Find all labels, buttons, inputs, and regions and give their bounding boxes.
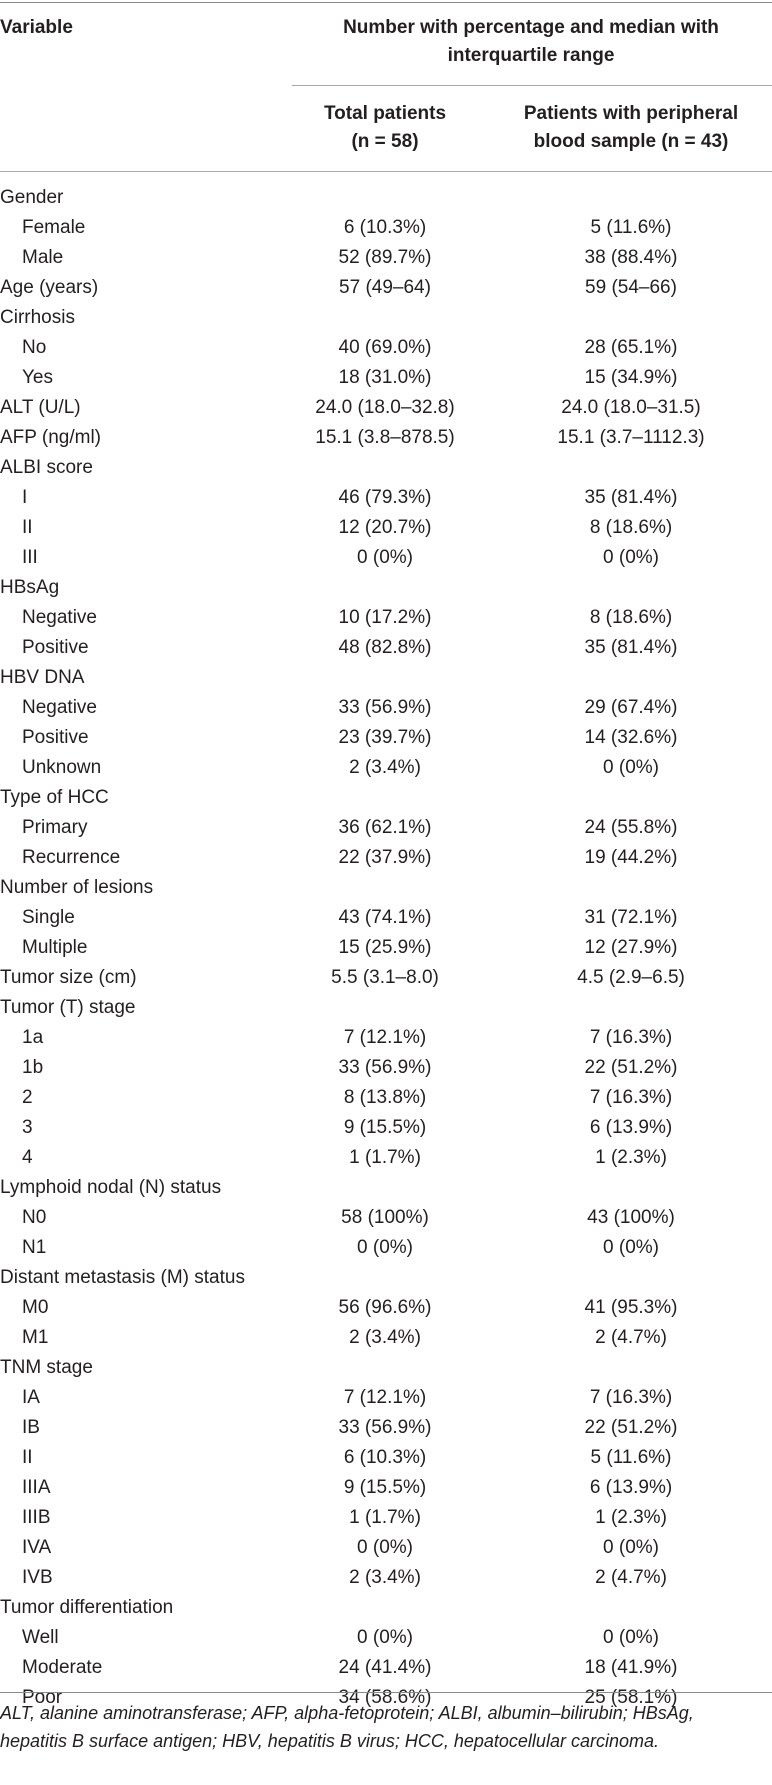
peripheral-blood-cell: 0 (0%) <box>603 1237 659 1258</box>
peripheral-blood-cell: 14 (32.6%) <box>584 727 678 748</box>
table-row <box>0 603 772 633</box>
total-patients-cell: 0 (0%) <box>357 547 413 568</box>
header-group-line2: interquartile range <box>447 45 615 66</box>
peripheral-blood-cell: 2 (4.7%) <box>595 1327 667 1348</box>
total-patients-cell: 1 (1.7%) <box>349 1507 421 1528</box>
table-row <box>0 1203 772 1233</box>
table-row <box>0 1623 772 1653</box>
table-body <box>0 183 772 1713</box>
table-row <box>0 483 772 513</box>
total-patients-cell: 9 (15.5%) <box>343 1477 427 1498</box>
peripheral-blood-cell: 43 (100%) <box>587 1207 675 1228</box>
table-row <box>0 1053 772 1083</box>
table-row <box>0 753 772 783</box>
header-group-line1: Number with percentage and median with <box>343 17 719 38</box>
table-row <box>0 693 772 723</box>
table-row <box>0 1323 772 1353</box>
table-row <box>0 933 772 963</box>
total-patients-cell: 6 (10.3%) <box>343 217 427 238</box>
peripheral-blood-cell: 35 (81.4%) <box>584 487 678 508</box>
table-row <box>0 1533 772 1563</box>
row-label: Multiple <box>22 937 88 958</box>
header-variable: Variable <box>0 17 73 38</box>
peripheral-blood-cell: 1 (2.3%) <box>595 1147 667 1168</box>
row-label: 2 <box>22 1087 33 1108</box>
peripheral-blood-cell: 25 (58.1%) <box>584 1687 678 1708</box>
total-patients-cell: 18 (31.0%) <box>338 367 432 388</box>
peripheral-blood-cell: 5 (11.6%) <box>590 217 672 238</box>
table-category-row <box>0 783 772 813</box>
total-patients-cell: 57 (49–64) <box>339 277 431 298</box>
table-category-row <box>0 183 772 213</box>
row-label: IB <box>22 1417 40 1438</box>
row-label: Tumor (T) stage <box>0 997 136 1018</box>
peripheral-blood-cell: 22 (51.2%) <box>584 1057 678 1078</box>
row-label: ALT (U/L) <box>0 397 81 418</box>
peripheral-blood-cell: 19 (44.2%) <box>584 847 678 868</box>
row-label: Tumor size (cm) <box>0 967 137 988</box>
table-row <box>0 1023 772 1053</box>
table-row <box>0 1563 772 1593</box>
table-row <box>0 1083 772 1113</box>
row-label: Female <box>22 217 86 238</box>
row-label: HBV DNA <box>0 667 85 688</box>
total-patients-cell: 2 (3.4%) <box>349 1327 421 1348</box>
total-patients-cell: 9 (15.5%) <box>343 1117 427 1138</box>
table-row <box>0 1113 772 1143</box>
total-patients-cell: 43 (74.1%) <box>338 907 432 928</box>
row-label: Number of lesions <box>0 877 154 898</box>
row-label: IIIA <box>22 1477 51 1498</box>
peripheral-blood-cell: 35 (81.4%) <box>584 637 678 658</box>
table-category-row <box>0 303 772 333</box>
table-row <box>0 1503 772 1533</box>
total-patients-cell: 23 (39.7%) <box>338 727 432 748</box>
table-category-row <box>0 1593 772 1623</box>
row-label: N0 <box>22 1207 47 1228</box>
total-patients-cell: 24 (41.4%) <box>338 1657 432 1678</box>
total-patients-cell: 0 (0%) <box>357 1537 413 1558</box>
total-patients-cell: 22 (37.9%) <box>338 847 432 868</box>
table-row <box>0 1443 772 1473</box>
table-row <box>0 1473 772 1503</box>
peripheral-blood-cell: 31 (72.1%) <box>584 907 678 928</box>
peripheral-blood-cell: 22 (51.2%) <box>584 1417 678 1438</box>
total-patients-cell: 7 (12.1%) <box>343 1387 427 1408</box>
header-peripheral-blood <box>490 100 772 156</box>
total-patients-cell: 0 (0%) <box>357 1627 413 1648</box>
peripheral-blood-cell: 7 (16.3%) <box>589 1087 673 1108</box>
total-patients-cell: 48 (82.8%) <box>338 637 432 658</box>
row-label: III <box>22 547 38 568</box>
peripheral-blood-cell: 0 (0%) <box>603 1537 659 1558</box>
peripheral-blood-cell: 7 (16.3%) <box>589 1387 673 1408</box>
table-row <box>0 903 772 933</box>
peripheral-blood-cell: 18 (41.9%) <box>584 1657 678 1678</box>
peripheral-blood-cell: 24 (55.8%) <box>584 817 678 838</box>
row-label: Well <box>22 1627 59 1648</box>
row-label: 3 <box>22 1117 33 1138</box>
footnote-line2: hepatitis B surface antigen; HBV, hepatitis B virus; HCC, hepatocellular carcinoma. <box>0 1731 659 1751</box>
peripheral-blood-cell: 0 (0%) <box>603 547 659 568</box>
row-label: IVA <box>22 1537 52 1558</box>
table-row <box>0 1383 772 1413</box>
total-patients-cell: 24.0 (18.0–32.8) <box>315 397 455 418</box>
table-footnote <box>0 1699 772 1755</box>
table-row <box>0 633 772 663</box>
table-row <box>0 813 772 843</box>
row-label: No <box>22 337 47 358</box>
row-label: ALBI score <box>0 457 93 478</box>
row-label: M0 <box>22 1297 49 1318</box>
row-label: Lymphoid nodal (N) status <box>0 1177 222 1198</box>
table-row <box>0 213 772 243</box>
row-label: Positive <box>22 727 89 748</box>
table-category-row <box>0 573 772 603</box>
total-patients-cell: 56 (96.6%) <box>338 1297 432 1318</box>
peripheral-blood-cell: 38 (88.4%) <box>584 247 678 268</box>
header-group <box>290 14 772 70</box>
row-label: N1 <box>22 1237 47 1258</box>
row-label: Recurrence <box>22 847 121 868</box>
table-category-row <box>0 993 772 1023</box>
table-row <box>0 243 772 273</box>
table-row <box>0 1413 772 1443</box>
peripheral-blood-cell: 15.1 (3.7–1112.3) <box>557 427 705 448</box>
total-patients-cell: 36 (62.1%) <box>338 817 432 838</box>
total-patients-cell: 52 (89.7%) <box>338 247 432 268</box>
row-label: Single <box>22 907 75 928</box>
peripheral-blood-cell: 8 (18.6%) <box>589 517 673 538</box>
footnote-line1: ALT, alanine aminotransferase; AFP, alpha-fetoprotein; ALBI, albumin–bilirubin; HBsAg, <box>0 1703 694 1723</box>
row-label: Moderate <box>22 1657 103 1678</box>
table-category-row <box>0 393 772 423</box>
peripheral-blood-cell: 0 (0%) <box>603 757 659 778</box>
total-patients-cell: 33 (56.9%) <box>338 1057 432 1078</box>
total-patients-cell: 33 (56.9%) <box>338 1417 432 1438</box>
total-patients-cell: 5.5 (3.1–8.0) <box>331 967 439 988</box>
table-row <box>0 1143 772 1173</box>
row-label: II <box>22 1447 33 1468</box>
table-category-row <box>0 273 772 303</box>
peripheral-blood-cell: 24.0 (18.0–31.5) <box>561 397 701 418</box>
peripheral-blood-cell: 7 (16.3%) <box>589 1027 673 1048</box>
table-row <box>0 1293 772 1323</box>
row-label: IIIB <box>22 1507 51 1528</box>
peripheral-blood-cell: 28 (65.1%) <box>584 337 678 358</box>
table-row <box>0 723 772 753</box>
row-label: Yes <box>22 367 53 388</box>
row-label: Unknown <box>22 757 102 778</box>
row-label: Age (years) <box>0 277 99 298</box>
table-category-row <box>0 963 772 993</box>
peripheral-blood-cell: 2 (4.7%) <box>595 1567 667 1588</box>
peripheral-blood-cell: 15 (34.9%) <box>584 367 678 388</box>
total-patients-cell: 12 (20.7%) <box>338 517 432 538</box>
row-label: Male <box>22 247 64 268</box>
table-category-row <box>0 453 772 483</box>
table-row <box>0 543 772 573</box>
total-patients-cell: 8 (13.8%) <box>343 1087 427 1108</box>
peripheral-blood-cell: 5 (11.6%) <box>590 1447 672 1468</box>
row-label: TNM stage <box>0 1357 93 1378</box>
table-category-row <box>0 873 772 903</box>
row-label: IA <box>22 1387 40 1408</box>
peripheral-blood-cell: 1 (2.3%) <box>595 1507 667 1528</box>
group-rule <box>292 85 772 86</box>
table-row <box>0 1653 772 1683</box>
row-label: 4 <box>22 1147 33 1168</box>
total-patients-cell: 10 (17.2%) <box>338 607 432 628</box>
row-label: IVB <box>22 1567 53 1588</box>
total-patients-cell: 34 (58.6%) <box>338 1687 432 1708</box>
total-patients-cell: 15.1 (3.8–878.5) <box>315 427 455 448</box>
row-label: Tumor differentiation <box>0 1597 174 1618</box>
total-patients-cell: 7 (12.1%) <box>343 1027 427 1048</box>
table-row <box>0 513 772 543</box>
total-patients-cell: 33 (56.9%) <box>338 697 432 718</box>
row-label: Negative <box>22 607 97 628</box>
row-label: Negative <box>22 697 97 718</box>
total-patients-cell: 1 (1.7%) <box>349 1147 421 1168</box>
table-category-row <box>0 1173 772 1203</box>
row-label: Type of HCC <box>0 787 109 808</box>
table-row <box>0 333 772 363</box>
peripheral-blood-cell: 59 (54–66) <box>585 277 677 298</box>
table-category-row <box>0 663 772 693</box>
peripheral-blood-cell: 4.5 (2.9–6.5) <box>577 967 685 988</box>
row-label: Gender <box>0 187 64 208</box>
total-patients-cell: 15 (25.9%) <box>338 937 432 958</box>
header-col2-line1: Patients with peripheral <box>523 103 739 124</box>
table-row <box>0 363 772 393</box>
peripheral-blood-cell: 6 (13.9%) <box>589 1477 673 1498</box>
table-row <box>0 843 772 873</box>
total-patients-cell: 40 (69.0%) <box>338 337 432 358</box>
bottom-rule <box>0 1692 772 1693</box>
row-label: HBsAg <box>0 577 60 598</box>
row-label: Cirrhosis <box>0 307 75 328</box>
peripheral-blood-cell: 12 (27.9%) <box>584 937 678 958</box>
peripheral-blood-cell: 41 (95.3%) <box>584 1297 678 1318</box>
row-label: 1a <box>22 1027 44 1048</box>
total-patients-cell: 2 (3.4%) <box>349 1567 421 1588</box>
row-label: I <box>22 487 28 508</box>
header-col1-line2: (n = 58) <box>351 131 419 152</box>
header-col1-line1: Total patients <box>323 103 447 124</box>
peripheral-blood-cell: 0 (0%) <box>603 1627 659 1648</box>
table-category-row <box>0 1353 772 1383</box>
peripheral-blood-cell: 29 (67.4%) <box>584 697 678 718</box>
row-label: 1b <box>22 1057 44 1078</box>
header-total-patients <box>290 100 480 156</box>
total-patients-cell: 0 (0%) <box>357 1237 413 1258</box>
row-label: Primary <box>22 817 88 838</box>
row-label: M1 <box>22 1327 49 1348</box>
total-patients-cell: 6 (10.3%) <box>343 1447 427 1468</box>
header-col2-line2: blood sample (n = 43) <box>533 131 729 152</box>
row-label: Poor <box>22 1687 63 1708</box>
total-patients-cell: 58 (100%) <box>341 1207 429 1228</box>
row-label: Distant metastasis (M) status <box>0 1267 245 1288</box>
table-category-row <box>0 1263 772 1293</box>
table-category-row <box>0 423 772 453</box>
peripheral-blood-cell: 8 (18.6%) <box>589 607 673 628</box>
table-row <box>0 1233 772 1263</box>
row-label: Positive <box>22 637 89 658</box>
peripheral-blood-cell: 6 (13.9%) <box>589 1117 673 1138</box>
top-rule <box>0 2 772 3</box>
row-label: AFP (ng/ml) <box>0 427 102 448</box>
total-patients-cell: 46 (79.3%) <box>338 487 432 508</box>
row-label: II <box>22 517 33 538</box>
total-patients-cell: 2 (3.4%) <box>349 757 421 778</box>
header-rule <box>0 171 772 172</box>
